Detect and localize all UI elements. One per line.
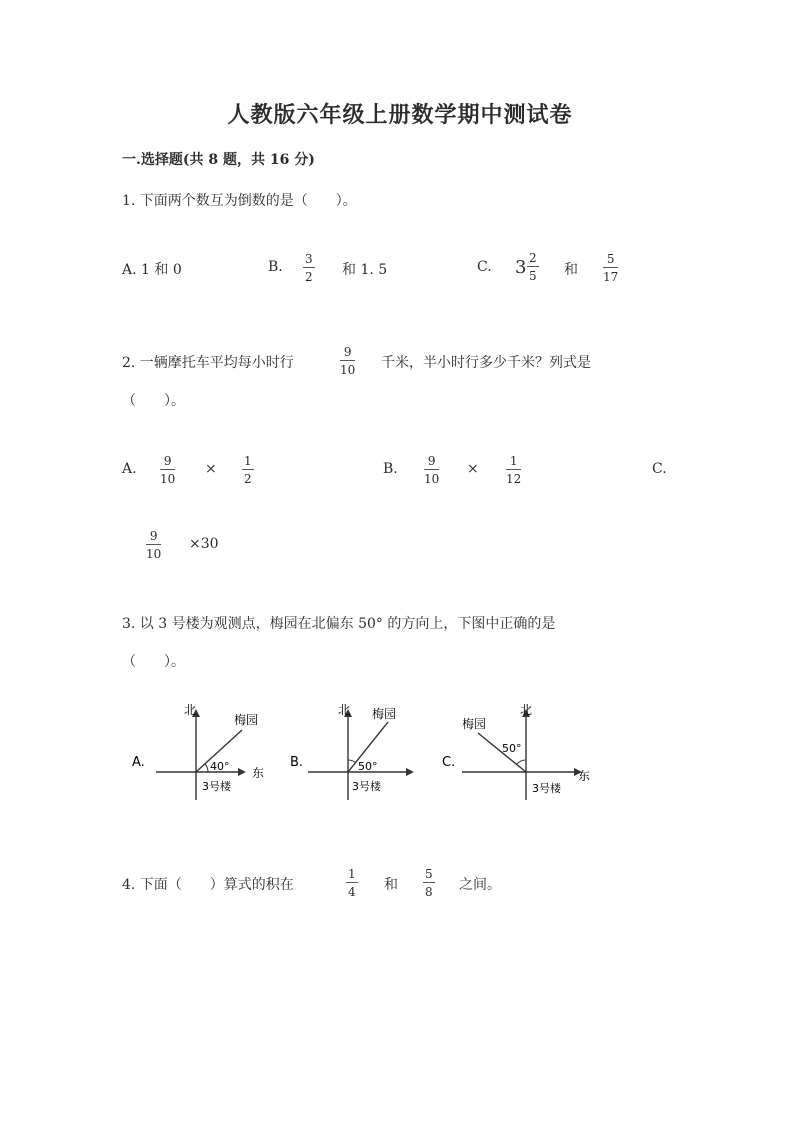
question-2-stem-end: 千米，半小时行多少千米？列式是 (381, 355, 591, 371)
origin-label: 3号楼 (352, 780, 381, 793)
angle-arc (517, 760, 526, 764)
fraction-numerator: 9 (163, 454, 172, 468)
north-label: 北 (520, 703, 533, 717)
target-label: 梅园 (234, 713, 259, 727)
q2-option-b-times: × (467, 461, 479, 477)
angle-label: 50° (502, 742, 522, 755)
fraction-numerator: 9 (427, 454, 436, 468)
east-label: 东 (252, 766, 265, 780)
q2-option-a-label: A. (122, 461, 137, 477)
east-arrow-icon (238, 768, 246, 776)
east-label: 东 (578, 769, 591, 783)
fraction-numerator: 1 (244, 454, 252, 468)
q1-option-b-fraction (303, 253, 315, 283)
fraction-numerator: 5 (425, 867, 433, 881)
angle-arc (348, 760, 356, 763)
question-1-stem: 1. 下面两个数互为倒数的是（ ）。 (122, 193, 357, 209)
target-label: 梅园 (462, 717, 487, 731)
q1-option-b-tail: 和 1. 5 (342, 262, 388, 278)
fraction-numerator: 3 (305, 252, 313, 266)
origin-label: 3号楼 (202, 780, 231, 793)
question-4-stem-end: 之间。 (459, 877, 501, 893)
north-label: 北 (184, 703, 197, 717)
question-4-stem-start: 4. 下面（ ）算式的积在 (122, 877, 294, 893)
angle-label: 40° (210, 760, 230, 773)
fraction-numerator: 9 (343, 345, 352, 359)
fraction-denominator: 10 (340, 363, 356, 377)
q1-option-c-fraction (527, 252, 539, 282)
q2-option-b-fraction-2 (506, 455, 521, 485)
q2-option-c-tail: ×30 (189, 536, 219, 552)
fraction-denominator: 17 (603, 270, 619, 284)
question-3-paren: （ ）。 (122, 654, 185, 670)
q1-option-c-fraction-2 (603, 253, 618, 283)
fraction-denominator: 5 (529, 269, 537, 283)
q2-option-b-fraction-1 (424, 455, 439, 485)
question-2-paren: （ ）。 (122, 393, 185, 409)
fraction-numerator: 5 (606, 252, 615, 266)
fraction-denominator: 12 (506, 472, 522, 486)
east-arrow-icon (406, 768, 414, 776)
q2-option-c-label: C. (652, 461, 667, 477)
q1-option-c-whole: 3 (515, 257, 527, 278)
q2-stem-fraction (340, 346, 355, 376)
north-label: 北 (338, 703, 351, 717)
diagram-option-label: A. (132, 755, 145, 770)
q3-diagram-a (128, 700, 278, 810)
q3-diagram-b (286, 700, 436, 810)
fraction-denominator: 2 (244, 472, 252, 486)
fraction-denominator: 4 (348, 885, 356, 899)
section-heading: 一.选择题(共 8 题，共 16 分) (122, 152, 315, 168)
angle-label: 50° (358, 760, 378, 773)
fraction-denominator: 10 (160, 472, 176, 486)
angle-arc (205, 764, 208, 772)
q4-fraction-2 (423, 868, 435, 898)
q1-option-a: A. 1 和 0 (122, 262, 182, 278)
fraction-numerator: 1 (509, 454, 518, 468)
fraction-denominator: 2 (305, 270, 313, 284)
diagram-option-label: C. (442, 755, 456, 770)
q2-option-a-fraction-1 (160, 455, 175, 485)
question-3-stem: 3. 以 3 号楼为观测点，梅园在北偏东 50° 的方向上，下图中正确的是 (122, 616, 556, 632)
origin-label: 3号楼 (532, 782, 561, 795)
q1-option-c-label: C. (477, 259, 492, 275)
question-2-stem-start: 2. 一辆摩托车平均每小时行 (122, 355, 294, 371)
fraction-numerator: 9 (149, 529, 158, 543)
fraction-denominator: 10 (146, 547, 162, 561)
diagram-option-label: B. (290, 755, 304, 770)
fraction-denominator: 10 (424, 472, 440, 486)
fraction-denominator: 8 (425, 885, 433, 899)
q4-fraction-1 (346, 868, 358, 898)
target-label: 梅园 (372, 707, 397, 721)
fraction-numerator: 2 (529, 251, 537, 265)
q2-option-b-label: B. (383, 461, 398, 477)
q2-option-a-fraction-2 (242, 455, 254, 485)
q3-diagram-c (440, 700, 600, 810)
question-4-and: 和 (384, 877, 398, 893)
q2-option-a-times: × (205, 461, 217, 477)
q1-option-c-and: 和 (564, 262, 578, 278)
q1-option-b-label: B. (268, 259, 283, 275)
fraction-numerator: 1 (348, 867, 356, 881)
page-title: 人教版六年级上册数学期中测试卷 (227, 102, 573, 128)
q2-option-c-fraction (146, 530, 161, 560)
